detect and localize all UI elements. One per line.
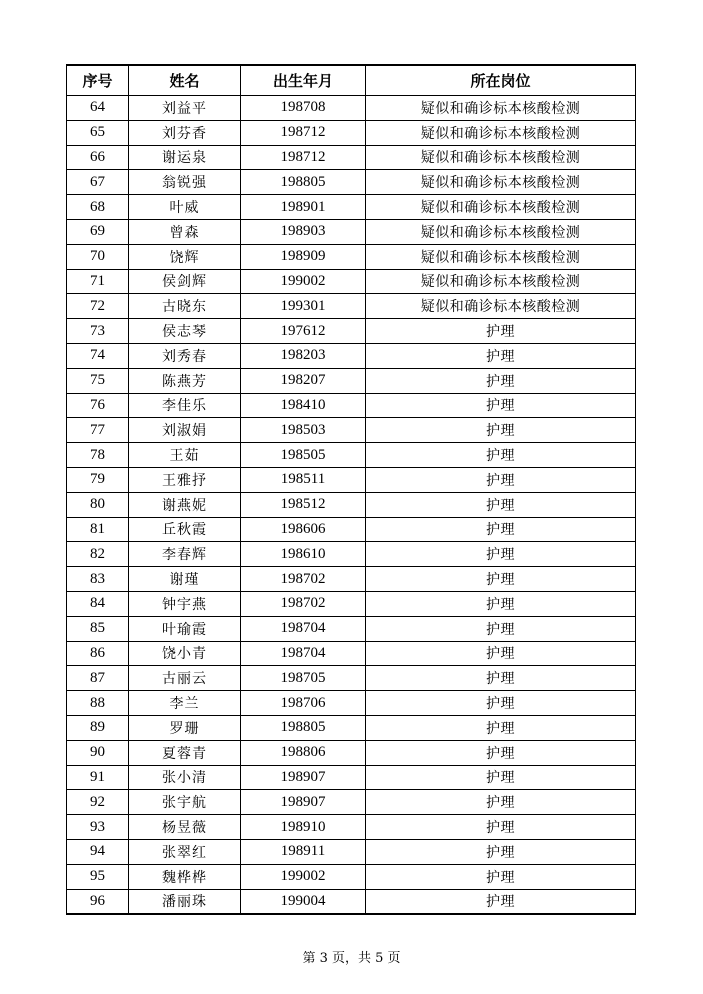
table-row	[67, 641, 636, 666]
cell-position: 疑似和确诊标本核酸检测	[366, 195, 636, 220]
cell-birth-date: 198712	[241, 120, 366, 145]
cell-position: 护理	[366, 889, 636, 914]
cell-position: 护理	[366, 418, 636, 443]
cell-name: 张翠红	[129, 839, 241, 864]
cell-name: 古晓东	[129, 294, 241, 319]
cell-position: 疑似和确诊标本核酸检测	[366, 145, 636, 170]
cell-name: 杨昱薇	[129, 815, 241, 840]
cell-position: 护理	[366, 517, 636, 542]
table-row	[67, 219, 636, 244]
cell-birth-date: 198410	[241, 393, 366, 418]
table-row	[67, 145, 636, 170]
cell-serial-number: 82	[67, 542, 129, 567]
cell-serial-number: 93	[67, 815, 129, 840]
table-row	[67, 120, 636, 145]
table-row	[67, 864, 636, 889]
cell-serial-number: 80	[67, 492, 129, 517]
cell-position: 护理	[366, 467, 636, 492]
cell-birth-date: 197612	[241, 319, 366, 344]
page-footer: 第 3 页，共 5 页	[302, 951, 401, 966]
cell-birth-date: 198903	[241, 219, 366, 244]
cell-name: 李春辉	[129, 542, 241, 567]
cell-serial-number: 86	[67, 641, 129, 666]
cell-position: 疑似和确诊标本核酸检测	[366, 96, 636, 121]
cell-birth-date: 198203	[241, 343, 366, 368]
cell-position: 护理	[366, 319, 636, 344]
cell-name: 夏蓉青	[129, 740, 241, 765]
cell-position: 护理	[366, 443, 636, 468]
cell-position: 护理	[366, 567, 636, 592]
cell-birth-date: 198708	[241, 96, 366, 121]
table-row	[67, 467, 636, 492]
cell-serial-number: 84	[67, 591, 129, 616]
table-row	[67, 715, 636, 740]
cell-name: 张宇航	[129, 790, 241, 815]
cell-name: 饶辉	[129, 244, 241, 269]
cell-name: 魏桦桦	[129, 864, 241, 889]
table-row	[67, 691, 636, 716]
cell-name: 谢运泉	[129, 145, 241, 170]
cell-name: 李佳乐	[129, 393, 241, 418]
cell-birth-date: 198907	[241, 765, 366, 790]
cell-position: 护理	[366, 765, 636, 790]
cell-position: 护理	[366, 790, 636, 815]
cell-birth-date: 198805	[241, 715, 366, 740]
cell-name: 谢燕妮	[129, 492, 241, 517]
cell-position: 疑似和确诊标本核酸检测	[366, 219, 636, 244]
cell-name: 翁锐强	[129, 170, 241, 195]
table-row	[67, 666, 636, 691]
cell-birth-date: 198610	[241, 542, 366, 567]
table-row	[67, 616, 636, 641]
cell-birth-date: 198910	[241, 815, 366, 840]
cell-name: 张小清	[129, 765, 241, 790]
table-row	[67, 517, 636, 542]
header-serial-number: 序号	[67, 65, 129, 96]
table-row	[67, 889, 636, 914]
table-row	[67, 740, 636, 765]
cell-position: 护理	[366, 393, 636, 418]
table-body	[67, 96, 636, 915]
cell-serial-number: 64	[67, 96, 129, 121]
table-row	[67, 418, 636, 443]
cell-serial-number: 92	[67, 790, 129, 815]
table-header-row	[67, 65, 636, 96]
cell-name: 李兰	[129, 691, 241, 716]
cell-position: 护理	[366, 864, 636, 889]
cell-serial-number: 77	[67, 418, 129, 443]
header-name: 姓名	[129, 65, 241, 96]
cell-birth-date: 198911	[241, 839, 366, 864]
table-row	[67, 269, 636, 294]
table-row	[67, 542, 636, 567]
cell-name: 古丽云	[129, 666, 241, 691]
cell-name: 钟宇燕	[129, 591, 241, 616]
cell-serial-number: 71	[67, 269, 129, 294]
cell-birth-date: 198505	[241, 443, 366, 468]
cell-serial-number: 87	[67, 666, 129, 691]
cell-name: 潘丽珠	[129, 889, 241, 914]
cell-name: 侯剑辉	[129, 269, 241, 294]
cell-birth-date: 198704	[241, 641, 366, 666]
cell-birth-date: 198706	[241, 691, 366, 716]
cell-serial-number: 89	[67, 715, 129, 740]
cell-position: 护理	[366, 691, 636, 716]
cell-serial-number: 88	[67, 691, 129, 716]
cell-position: 护理	[366, 715, 636, 740]
cell-name: 刘益平	[129, 96, 241, 121]
table-row	[67, 443, 636, 468]
cell-birth-date: 198702	[241, 591, 366, 616]
cell-serial-number: 67	[67, 170, 129, 195]
cell-name: 王茹	[129, 443, 241, 468]
cell-name: 丘秋霞	[129, 517, 241, 542]
cell-serial-number: 94	[67, 839, 129, 864]
cell-position: 疑似和确诊标本核酸检测	[366, 244, 636, 269]
table-row	[67, 790, 636, 815]
table-row	[67, 343, 636, 368]
cell-name: 刘芬香	[129, 120, 241, 145]
staff-table	[66, 64, 636, 915]
cell-serial-number: 69	[67, 219, 129, 244]
cell-birth-date: 198511	[241, 467, 366, 492]
cell-serial-number: 78	[67, 443, 129, 468]
cell-birth-date: 198512	[241, 492, 366, 517]
cell-serial-number: 70	[67, 244, 129, 269]
cell-serial-number: 90	[67, 740, 129, 765]
cell-position: 护理	[366, 542, 636, 567]
cell-position: 疑似和确诊标本核酸检测	[366, 294, 636, 319]
cell-position: 疑似和确诊标本核酸检测	[366, 269, 636, 294]
cell-serial-number: 65	[67, 120, 129, 145]
header-birth-date: 出生年月	[241, 65, 366, 96]
cell-birth-date: 198901	[241, 195, 366, 220]
cell-birth-date: 198702	[241, 567, 366, 592]
cell-name: 曾森	[129, 219, 241, 244]
cell-birth-date: 198705	[241, 666, 366, 691]
cell-serial-number: 72	[67, 294, 129, 319]
cell-serial-number: 73	[67, 319, 129, 344]
cell-name: 刘淑娟	[129, 418, 241, 443]
cell-serial-number: 85	[67, 616, 129, 641]
cell-position: 护理	[366, 343, 636, 368]
cell-position: 护理	[366, 666, 636, 691]
table-row	[67, 244, 636, 269]
cell-serial-number: 74	[67, 343, 129, 368]
cell-name: 叶瑜霞	[129, 616, 241, 641]
cell-name: 刘秀春	[129, 343, 241, 368]
cell-birth-date: 199002	[241, 864, 366, 889]
table-row	[67, 567, 636, 592]
cell-name: 侯志琴	[129, 319, 241, 344]
cell-birth-date: 198805	[241, 170, 366, 195]
cell-name: 饶小青	[129, 641, 241, 666]
table-row	[67, 815, 636, 840]
cell-position: 护理	[366, 839, 636, 864]
table-row	[67, 195, 636, 220]
cell-birth-date: 198806	[241, 740, 366, 765]
cell-serial-number: 76	[67, 393, 129, 418]
table-row	[67, 170, 636, 195]
cell-birth-date: 198907	[241, 790, 366, 815]
cell-serial-number: 81	[67, 517, 129, 542]
cell-position: 护理	[366, 616, 636, 641]
table-row	[67, 319, 636, 344]
cell-serial-number: 66	[67, 145, 129, 170]
cell-position: 护理	[366, 591, 636, 616]
cell-serial-number: 83	[67, 567, 129, 592]
cell-name: 陈燕芳	[129, 368, 241, 393]
cell-position: 护理	[366, 641, 636, 666]
cell-birth-date: 199004	[241, 889, 366, 914]
cell-birth-date: 199301	[241, 294, 366, 319]
cell-serial-number: 96	[67, 889, 129, 914]
cell-birth-date: 198712	[241, 145, 366, 170]
table-row	[67, 839, 636, 864]
cell-position: 护理	[366, 368, 636, 393]
cell-birth-date: 198909	[241, 244, 366, 269]
table-row	[67, 765, 636, 790]
table-row	[67, 294, 636, 319]
cell-serial-number: 91	[67, 765, 129, 790]
cell-birth-date: 198207	[241, 368, 366, 393]
cell-name: 叶威	[129, 195, 241, 220]
cell-serial-number: 95	[67, 864, 129, 889]
cell-birth-date: 198503	[241, 418, 366, 443]
cell-name: 谢瑾	[129, 567, 241, 592]
cell-position: 疑似和确诊标本核酸检测	[366, 120, 636, 145]
cell-birth-date: 198704	[241, 616, 366, 641]
table-row	[67, 393, 636, 418]
cell-name: 王雅抒	[129, 467, 241, 492]
table-row	[67, 591, 636, 616]
cell-position: 疑似和确诊标本核酸检测	[366, 170, 636, 195]
cell-birth-date: 199002	[241, 269, 366, 294]
cell-position: 护理	[366, 492, 636, 517]
cell-serial-number: 75	[67, 368, 129, 393]
header-position: 所在岗位	[366, 65, 636, 96]
cell-serial-number: 79	[67, 467, 129, 492]
cell-name: 罗珊	[129, 715, 241, 740]
cell-birth-date: 198606	[241, 517, 366, 542]
table-row	[67, 368, 636, 393]
table-row	[67, 492, 636, 517]
table-row	[67, 96, 636, 121]
cell-position: 护理	[366, 815, 636, 840]
cell-serial-number: 68	[67, 195, 129, 220]
cell-position: 护理	[366, 740, 636, 765]
